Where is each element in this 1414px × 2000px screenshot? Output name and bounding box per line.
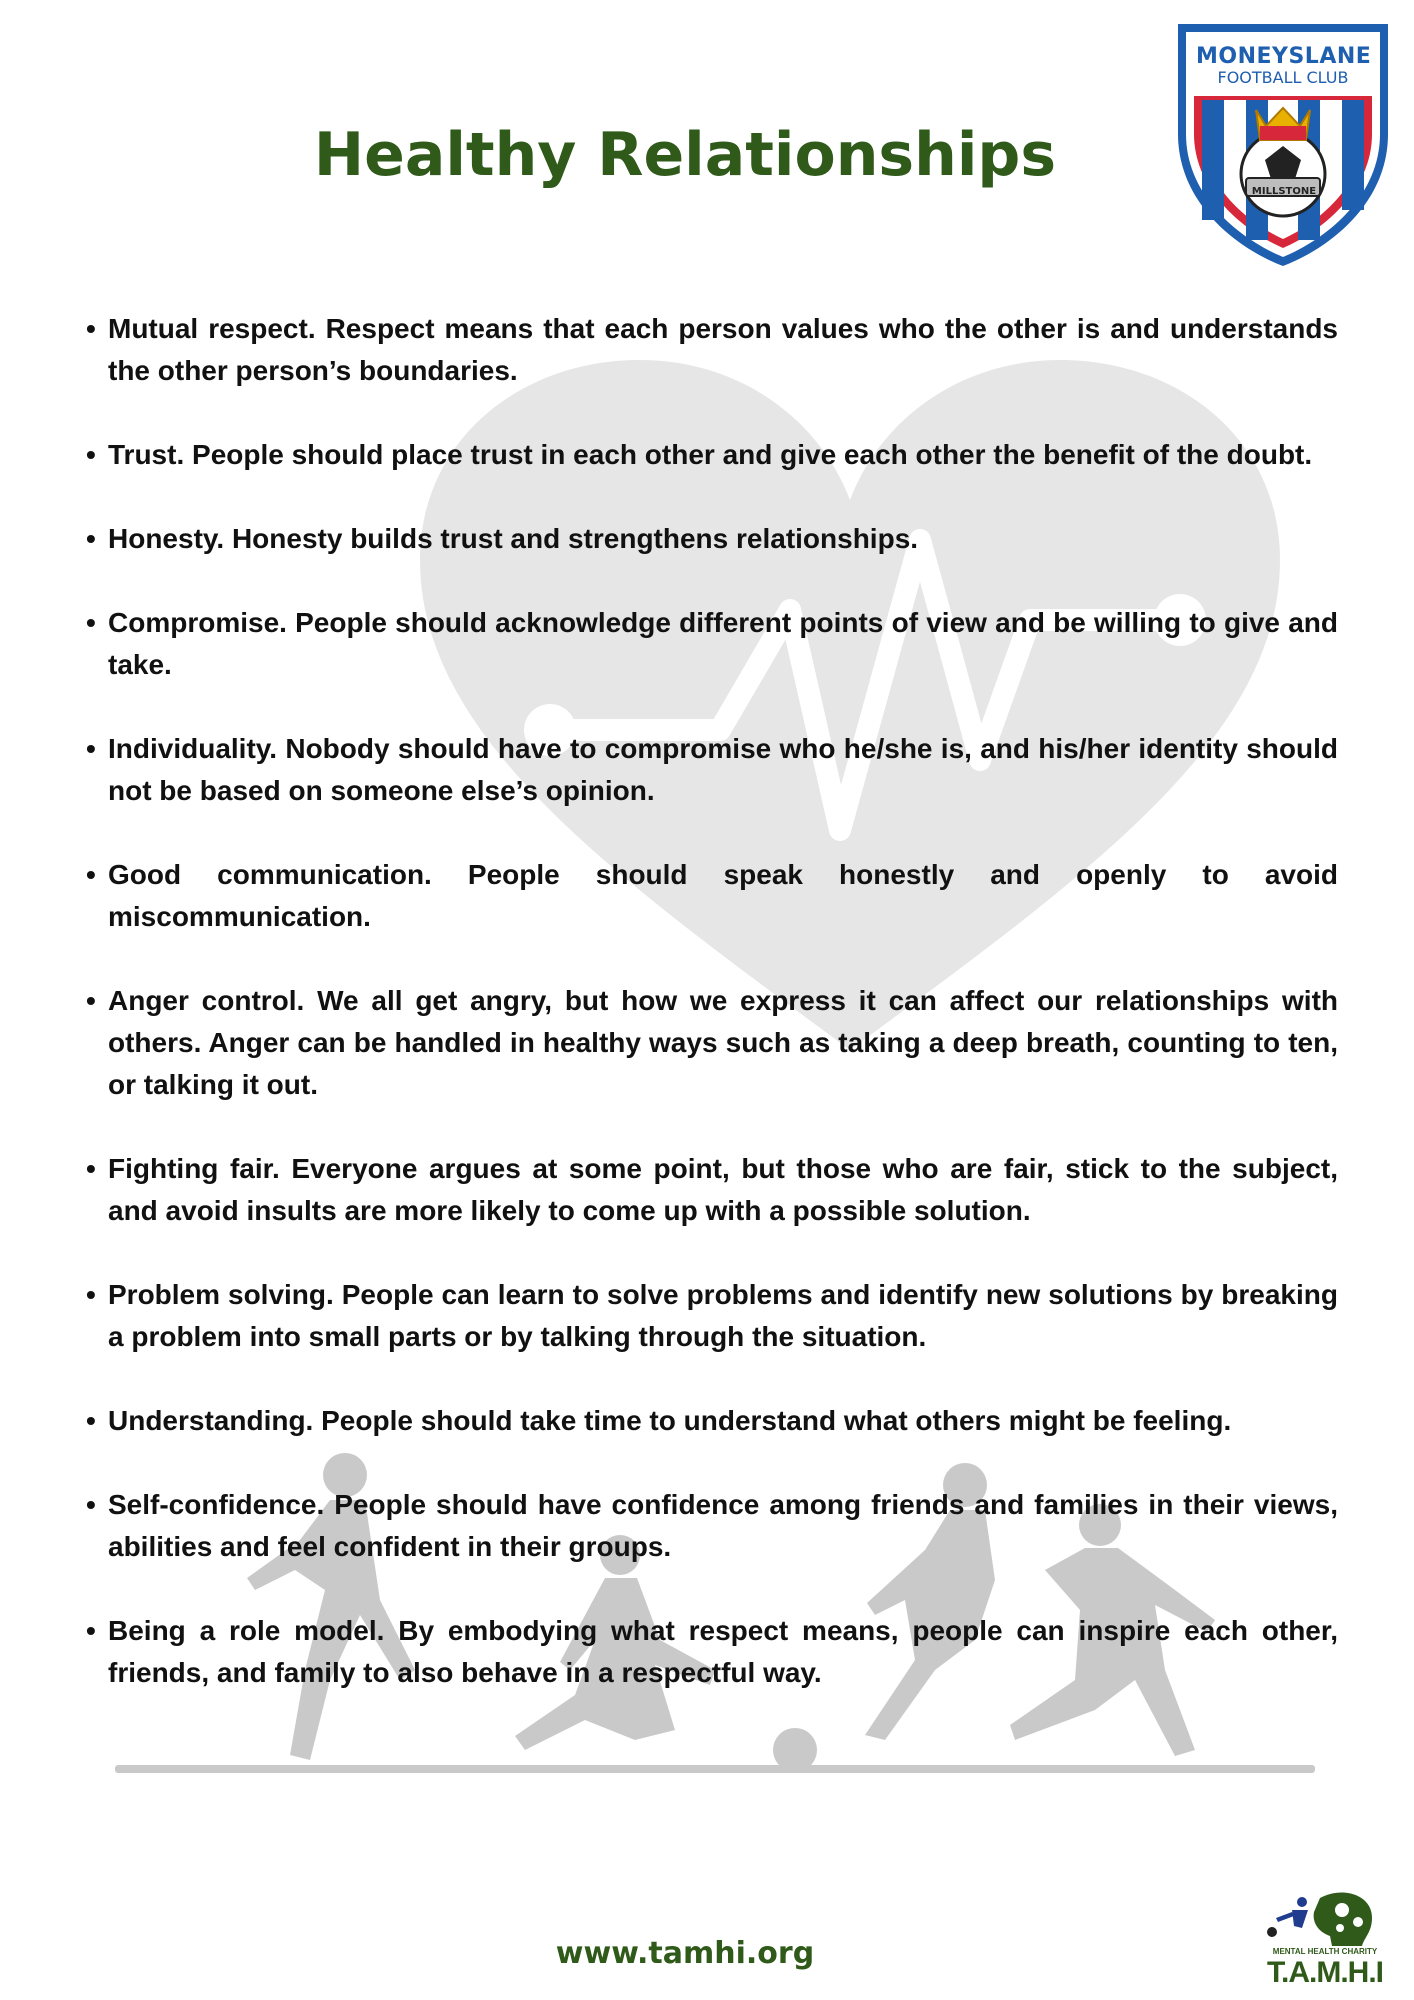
list-item: • Understanding. People should take time to understand what others might be feeling. <box>86 1400 1338 1442</box>
charity-tagline: MENTAL HEALTH CHARITY <box>1272 1947 1378 1956</box>
list-item: • Compromise. People should acknowledge different points of view and be willing to give and take. <box>86 602 1338 686</box>
list-item: • Good communication. People should speak honestly and openly to avoid miscommunication. <box>86 854 1338 938</box>
list-item: • Anger control. We all get angry, but how we express it can affect our relationships with others. Anger can be handled in healthy ways such as taking a deep breath, counting to ten, or talking it out. <box>86 980 1338 1106</box>
list-item: • Trust. People should place trust in each other and give each other the benefit of the doubt. <box>86 434 1338 476</box>
list-item: • Fighting fair. Everyone argues at some point, but those who are fair, stick to the subject, and avoid insults are more likely to come up with a possible solution. <box>86 1148 1338 1232</box>
list-item: • Honesty. Honesty builds trust and strengthens relationships. <box>86 518 1338 560</box>
list-item: • Problem solving. People can learn to solve problems and identify new solutions by breaking a problem into small parts or by talking through the situation. <box>86 1274 1338 1358</box>
list-item: • Self-confidence. People should have confidence among friends and families in their views, abilities and feel confident in their groups. <box>86 1484 1338 1568</box>
relationship-qualities-list <box>86 308 1338 1736</box>
charity-name: T.A.M.H.I <box>1267 1956 1383 1989</box>
list-item: • Being a role model. By embodying what respect means, people can inspire each other, friends, and family to also behave in a respectful way. <box>86 1610 1338 1694</box>
list-item: • Mutual respect. Respect means that each person values who the other is and understands the other person’s boundaries. <box>86 308 1338 392</box>
crest-club-subtitle: FOOTBALL CLUB <box>1217 68 1349 87</box>
list-item: • Individuality. Nobody should have to compromise who he/she is, and his/her identity should not be based on someone else’s opinion. <box>86 728 1338 812</box>
crest-club-name: MONEYSLANE <box>1196 44 1372 69</box>
crest-banner-text: MILLSTONE <box>1251 186 1317 197</box>
page-title: Healthy Relationships <box>313 120 1057 190</box>
website-link[interactable]: www.tamhi.org <box>555 1936 815 1971</box>
